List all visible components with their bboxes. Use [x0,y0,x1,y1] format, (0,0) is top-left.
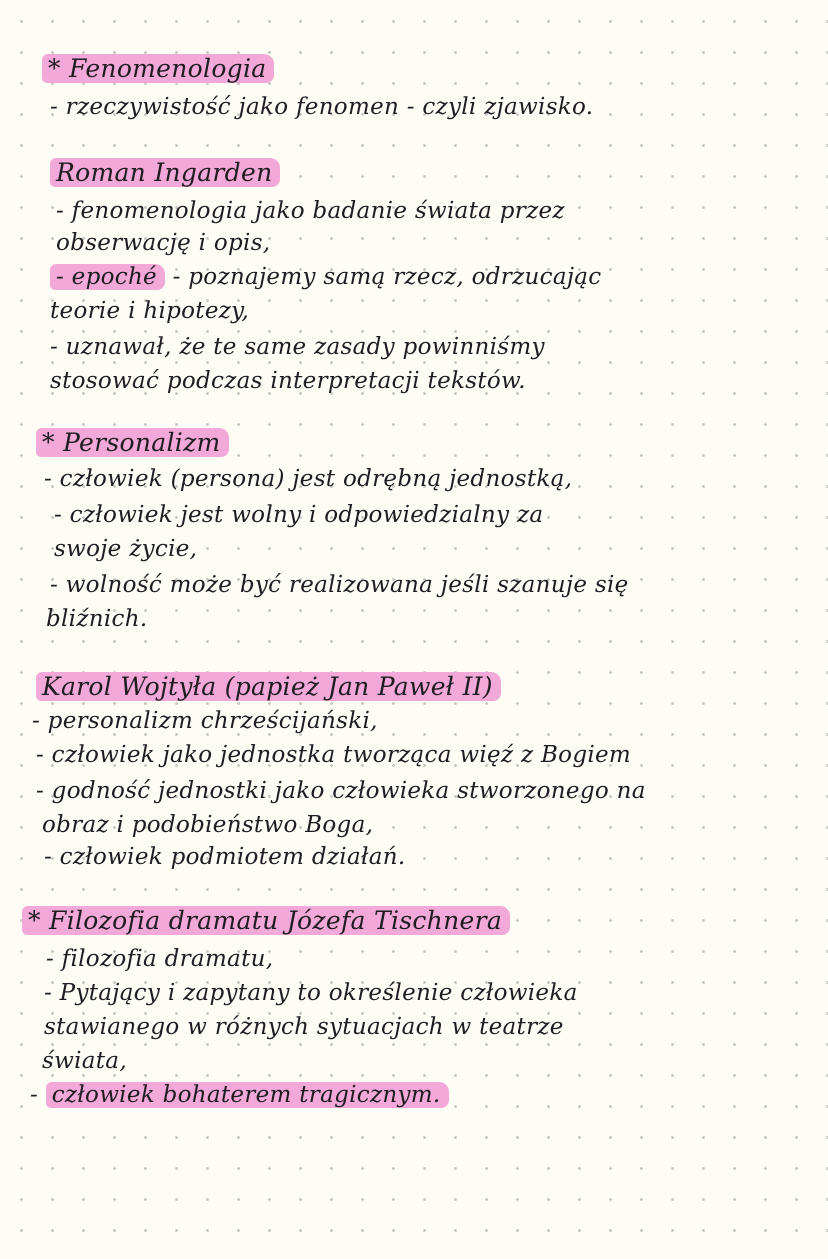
note-line: - człowiek jako jednostka tworząca więź z Bogiem [36,742,632,768]
section-heading: * Filozofia dramatu Józefa Tischnera [22,906,510,936]
note-line: - wolność może być realizowana jeśli szanuje się [50,572,629,598]
note-line: - fenomenologia jako badanie świata przez [56,198,565,224]
note-line: - filozofia dramatu, [46,946,274,972]
note-line: - rzeczywistość jako fenomen - czyli zjawisko. [50,94,594,120]
note-line: obserwację i opis, [56,230,271,256]
note-line: - Pytający i zapytany to określenie człowieka [44,980,578,1006]
note-line: stawianego w różnych sytuacjach w teatrze [44,1014,564,1040]
note-line: bliźnich. [46,606,148,632]
note-line: - człowiek (persona) jest odrębną jednostką, [44,466,573,492]
note-line: - człowiek jest wolny i odpowiedzialny za [54,502,544,528]
note-line: - człowiek bohaterem tragicznym. [30,1080,449,1110]
section-heading: Karol Wojtyła (papież Jan Paweł II) [36,672,501,702]
note-line: - godność jednostki jako człowieka stworzonego na [36,778,646,804]
note-line: swoje życie, [54,536,198,562]
section-heading: Roman Ingarden [50,158,280,188]
note-line: - uznawał, że te same zasady powinniśmy [50,334,545,360]
note-line: - personalizm chrześcijański, [32,708,378,734]
section-heading: * Personalizm [36,428,229,458]
note-line: teorie i hipotezy, [50,298,250,324]
note-line: stosować podczas interpretacji tekstów. [50,368,526,394]
note-line: - epoché - poznajemy samą rzecz, odrzucając [50,262,601,292]
note-line: - człowiek podmiotem działań. [44,844,406,870]
note-line: świata, [42,1048,127,1074]
highlight-term: - epoché [50,264,165,290]
section-heading: * Fenomenologia [42,54,274,84]
highlight-phrase: człowiek bohaterem tragicznym. [46,1082,449,1108]
note-line: obraz i podobieństwo Boga, [42,812,374,838]
